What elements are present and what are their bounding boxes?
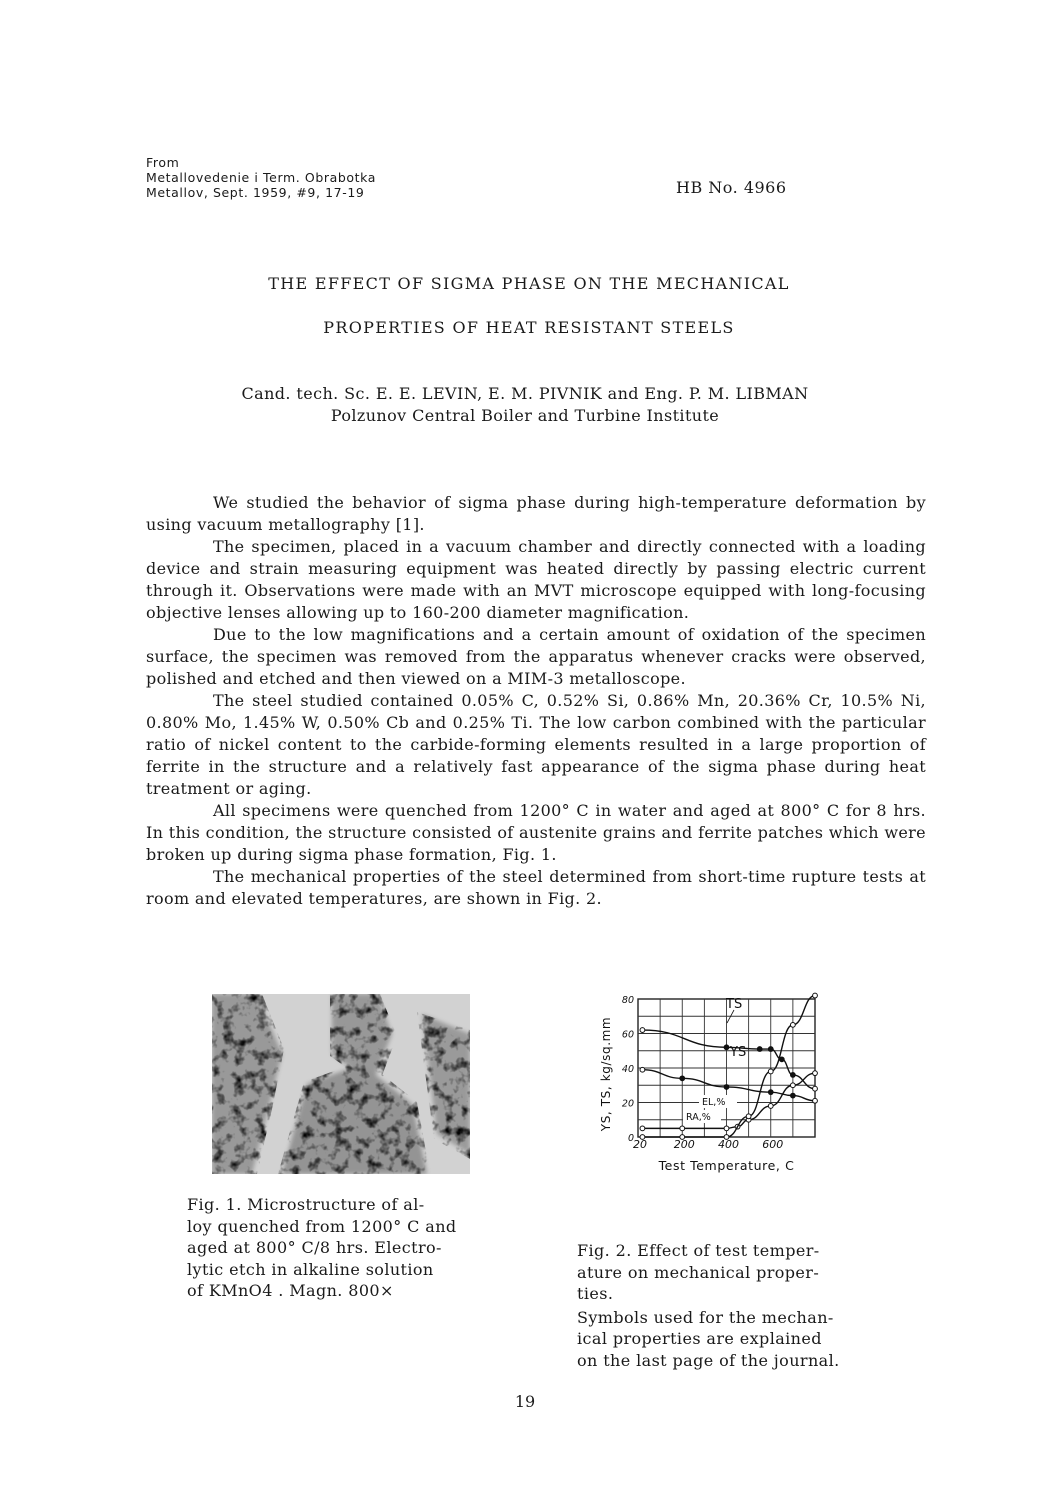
caption-line: ature on mechanical proper- <box>577 1262 820 1282</box>
source-line: From <box>146 155 180 170</box>
x-tick-label: 400 <box>718 1138 739 1151</box>
data-point <box>779 1057 784 1062</box>
data-point <box>640 1126 645 1131</box>
chart-ticks <box>622 995 783 1151</box>
x-tick-label: 600 <box>762 1138 784 1151</box>
series-label: RA,% <box>686 1112 711 1123</box>
y-tick-label: 40 <box>621 1064 634 1075</box>
data-point <box>640 1067 645 1072</box>
paragraph: Due to the low magnifications and a certain amount of oxidation of the specimen surface, the specimen was removed from the apparatus whenever cracks were observed, polished and etched and then viewed on a MIM-3 metalloscope. <box>146 625 926 688</box>
paragraph: The steel studied contained 0.05% C, 0.52% Si, 0.86% Mn, 20.36% Cr, 10.5% Ni, 0.80% Mo, 1.45% W, 0.50% Cb and 0.25% Ti. The low carbon combined with the particular ratio of nickel content to the carbide-forming elements resulted in a large proportion of ferrite in the structure and a relatively fast appearance of the sigma phase during heat treatment or aging. <box>146 691 926 798</box>
data-point <box>680 1076 685 1081</box>
source-line: Metallov, Sept. 1959, #9, 17-19 <box>146 185 365 200</box>
y-tick-label: 60 <box>621 1029 634 1041</box>
paragraph: We studied the behavior of sigma phase during high-temperature deformation by using vacuum metallography [1]. <box>146 493 926 534</box>
paragraph: The mechanical properties of the steel determined from short-time rupture tests at room and elevated temperatures, are shown in Fig. 2. <box>146 867 926 908</box>
page-number: 19 <box>514 1392 536 1411</box>
caption-line: Fig. 1. Microstructure of al- <box>187 1195 425 1214</box>
x-tick-label: 20 <box>633 1138 647 1151</box>
y-axis-label: YS, TS, kg/sq.mm <box>599 1016 613 1132</box>
data-point <box>813 993 818 998</box>
series-label: TS <box>726 997 743 1012</box>
chart-series <box>640 993 817 1139</box>
body-text <box>146 492 926 910</box>
data-point <box>640 1028 645 1033</box>
fig2-chart <box>590 985 830 1195</box>
x-tick-label: 200 <box>673 1138 695 1151</box>
data-point <box>813 1086 818 1091</box>
caption-line: lytic etch in alkaline solution <box>187 1259 434 1279</box>
data-point <box>680 1126 685 1131</box>
author-names: Cand. tech. Sc. E. E. LEVIN, E. M. PIVNIK and Eng. P. M. LIBMAN <box>241 384 809 403</box>
data-point <box>724 1045 729 1050</box>
paper-title-line-2: PROPERTIES OF HEAT RESISTANT STEELS <box>323 318 735 337</box>
caption-line: Fig. 2. Effect of test temper- <box>577 1241 820 1260</box>
data-point <box>757 1047 762 1052</box>
data-point <box>790 1083 795 1088</box>
series-line <box>642 996 815 1137</box>
caption-line: of KMnO4 . Magn. 800× <box>187 1281 394 1300</box>
author-institute: Polzunov Central Boiler and Turbine Institute <box>330 406 720 425</box>
source-line: Metallovedenie i Term. Obrabotka <box>146 170 377 185</box>
fig1-caption <box>187 1194 457 1302</box>
caption-line: aged at 800° C/8 hrs. Electro- <box>187 1238 442 1257</box>
data-point <box>724 1085 729 1090</box>
series-label: YS <box>730 1045 747 1060</box>
y-tick-label: 0 <box>627 1133 634 1144</box>
data-point <box>790 1073 795 1078</box>
fig1-micrograph <box>212 994 470 1174</box>
data-point <box>768 1069 773 1074</box>
data-point <box>790 1093 795 1098</box>
paper-title-line-1: THE EFFECT OF SIGMA PHASE ON THE MECHANICAL <box>268 274 790 293</box>
data-point <box>768 1104 773 1109</box>
data-point <box>813 1071 818 1076</box>
data-point <box>768 1090 773 1095</box>
data-point <box>768 1047 773 1052</box>
paragraph: The specimen, placed in a vacuum chamber and directly connected with a loading device and strain measuring equipment was heated directly by passing electric current through it. Observations were made with an MVT microscope equipped with long-focusing objective lenses allowing up to 160-200 diameter magnification. <box>146 537 926 622</box>
y-tick-label: 80 <box>621 995 634 1006</box>
caption-line: Symbols used for the mechan- <box>577 1307 834 1327</box>
series-label: EL,% <box>702 1097 726 1108</box>
data-point <box>724 1126 729 1131</box>
data-point <box>813 1098 818 1103</box>
caption-line: loy quenched from 1200° C and <box>187 1216 457 1236</box>
fig2-caption <box>577 1240 840 1371</box>
source-citation <box>146 155 376 200</box>
y-tick-label: 20 <box>621 1098 634 1110</box>
x-axis-label: Test Temperature, C <box>658 1158 795 1173</box>
data-point <box>790 1022 795 1027</box>
caption-line: on the last page of the journal. <box>577 1350 840 1370</box>
data-point <box>746 1114 751 1119</box>
paragraph: All specimens were quenched from 1200° C in water and aged at 800° C for 8 hrs. In this condition, the structure consisted of austenite grains and ferrite patches which were broken up during sigma phase formation, Fig. 1. <box>146 801 926 864</box>
caption-line: ties. <box>577 1284 614 1303</box>
hb-number: HB No. 4966 <box>676 178 787 197</box>
caption-line: ical properties are explained <box>577 1329 822 1348</box>
series-line <box>642 1030 815 1089</box>
chart-grid <box>638 999 815 1137</box>
micrograph-image <box>212 994 470 1174</box>
